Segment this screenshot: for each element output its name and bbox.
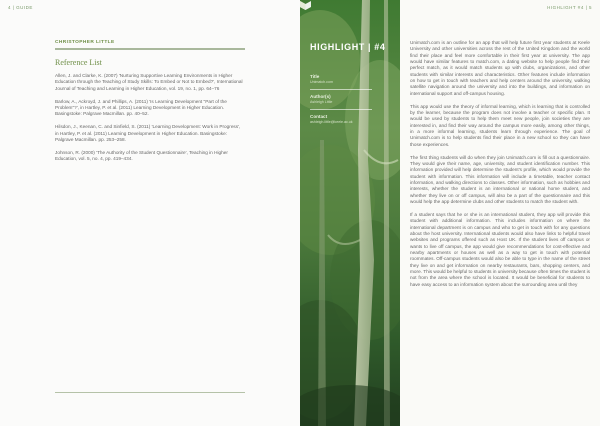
right-page bbox=[300, 0, 600, 426]
meta-label: Contact bbox=[310, 114, 328, 119]
author-name: CHRISTOPHER LITTLE bbox=[55, 40, 115, 45]
meta-label: Title bbox=[310, 74, 320, 79]
article-body bbox=[410, 40, 590, 295]
bottom-divider bbox=[55, 392, 245, 393]
meta-author-block bbox=[310, 94, 390, 110]
reference-entry: Allen, J. and Clarke, K. (2007) 'Nurturing Supportive Learning Environments in Higher Education through the Teaching of Study Skills: To Embed or Not to Embed?', International Journal of Teaching and Learning in Higher Education, vol. 19, no. 1, pp. 64–76 bbox=[55, 73, 243, 91]
meta-value: ashleigh.little@keele.ac.uk bbox=[310, 120, 353, 124]
highlight-title: HIGHLIGHT | #4 bbox=[310, 42, 386, 52]
reference-list-title: Reference List bbox=[55, 58, 102, 67]
article-paragraph: Unimatch.com is an outline for an app that will help future first year students at Keele University and other universities across the rest of the United Kingdom and the world find their place and feel more comfortable in their first year at university. The app would have similar features to match.com, a dating website to help people find their perfect match, as it would match students up with clubs, organizations, and other students with similar interests and characteristics. Other features include information on how to get in touch with teachers and help centers around the university, walking satellite navigation around the university and into the buildings, and information on international support and off-campus housing. bbox=[410, 40, 590, 96]
reference-entry: Barlow, A., Ackroyd, J. and Phillips, A. (2011) 'Is Learning Development "Part of the Problem"?', in Hartley, P. et al. (2011) Learning Development in Higher Education. Basingstoke: Palgrave Macmillan. pp. 40–52. bbox=[55, 98, 227, 117]
article-paragraph: The first thing students will do when they join Unimatch.com is fill out a questionnaire. They would give their name, age, university, and student identification number. This information provided will help determine the student's profile, which would provide the student with information. This information will include a timetable, teacher contact information, and walking directions to classes. Other information, such as hobbies and interests, whether the student is an international or national home student, and whether they live on or off campus, will also be a part of the questionnaire and this would help the app determine clubs and other students to match the student with. bbox=[410, 154, 590, 205]
meta-label: Author(s) bbox=[310, 94, 331, 99]
article-paragraph: This app would use the theory of informal learning, which is learning that is controlled by the learner, because the program does not involve a teacher or specific plan. It would be used by students to help them meet new people, join societies they are interested in, and find their way around the campus more easily, among other things, in a more informal learning, students learn through experience. The goal of Unimatch.com is to help students find their place in a new school so they can have those experiences. bbox=[410, 103, 590, 147]
meta-title-block bbox=[310, 74, 390, 90]
reference-entry: Hilsdon, J., Keenan, C. and Sinfield, S. (2011) 'Learning Development: Work in Progress', in Hartley, P. et al. (2011) Learning Development in Higher Education. Basingstoke: Palgrave Macmillan. pp. 253–258. bbox=[55, 124, 241, 143]
forest-illustration bbox=[300, 0, 400, 426]
reference-entry: Johnson, R. (2000) 'The Authority of the Student Questionnaire', Teaching in Higher Education, vol. 5, no. 4, pp. 419–434. bbox=[55, 149, 228, 162]
forest-photo bbox=[300, 0, 400, 426]
meta-value: Unimatch.com bbox=[310, 80, 333, 84]
article-paragraph: If a student says that he or she is an international student, they app will provide this student with additional information. This includes information on where the international department is on campus and who to get in touch with for any questions about the host university. International students would also have links to helpful travel websites and programs offered such as Host UK. If the student lives off campus or wants to live off campus, the app would give recommendations for cost-effective and nearby apartments or houses as well as a way to get in touch with potential roommates. Off-campus students would also be able to type in the name of the street they live on and get information on nearby restaurants, bars, shopping centers, and more. This would be helpful to students in university because often times the student is not from the area where the school is located. It would be beneficial for students to have easy access to an information system about the surrounding area until they bbox=[410, 212, 590, 287]
right-page-header: HIGHLIGHT #4 | 5 bbox=[547, 5, 592, 10]
reference-list bbox=[55, 73, 245, 169]
meta-value: Ashleigh Little bbox=[310, 100, 333, 104]
logo-icon bbox=[300, 0, 311, 11]
meta-divider bbox=[310, 109, 372, 110]
left-page-header: 4 | GUIDE bbox=[8, 5, 33, 10]
top-divider bbox=[55, 48, 245, 50]
meta-contact-block bbox=[310, 114, 390, 124]
meta-divider bbox=[310, 89, 372, 90]
